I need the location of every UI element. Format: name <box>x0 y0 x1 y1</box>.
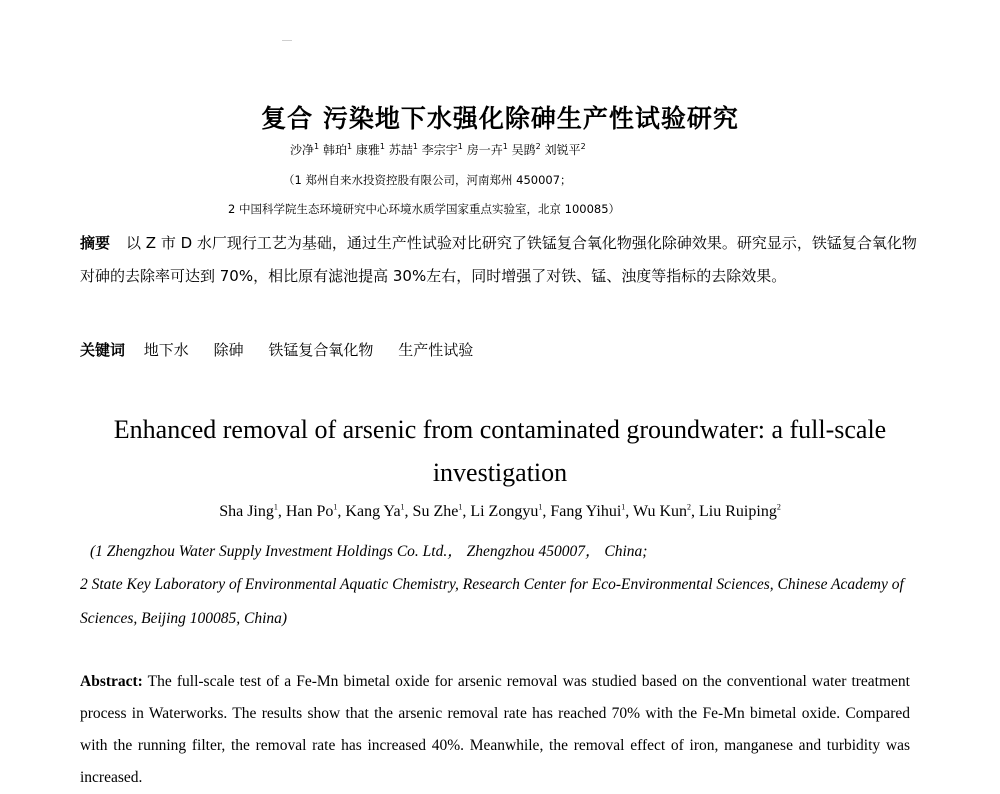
author: 房一卉$^1$ <box>466 142 508 157</box>
english-abstract-text: The full-scale test of a Fe-Mn bimetal oxide for arsenic removal was studied based on the conventional water treatment process in Waterworks. The results show that the arsenic removal rate has reached 70% with the Fe-Mn bimetal oxide. Compared with the running filter, the removal rate has increased 40%. Meanwhile, the removal effect of iron, manganese and turbidity was increased. <box>80 673 910 786</box>
keyword: 生产性试验 <box>398 341 474 359</box>
author: 刘锐平$^2$ <box>544 142 586 157</box>
author: 韩珀$^1$ <box>322 142 353 157</box>
author: 李宗宇$^1$ <box>421 142 463 157</box>
author: Liu Ruiping$^2$ <box>699 502 781 520</box>
english-abstract-label: Abstract: <box>80 673 143 690</box>
author: Wu Kun$^2$, <box>633 502 696 520</box>
keyword: 除砷 <box>213 341 244 359</box>
english-affiliation-2: 2 State Key Laboratory of Environmental Aquatic Chemistry, Research Center for Eco-Environmental Sciences, Chinese Academy of Sciences, Beijing 100085, China) <box>80 576 904 627</box>
chinese-abstract-label: 摘要 <box>80 234 111 252</box>
author: 沙净$^1$ <box>290 142 320 157</box>
chinese-abstract <box>80 227 930 293</box>
author: Han Po$^1$, <box>285 502 342 520</box>
english-authors <box>0 503 1000 521</box>
author: Su Zhe$^1$, <box>412 502 467 520</box>
author: Li Zongyu$^1$, <box>470 502 547 520</box>
author: Fang Yihui$^1$, <box>550 502 630 520</box>
author: 康雅$^1$ <box>355 142 385 157</box>
english-title: Enhanced removal of arsenic from contaminated groundwater: a full-scale investigation <box>113 415 887 487</box>
keyword: 地下水 <box>143 341 189 359</box>
author: 苏喆$^1$ <box>388 142 418 157</box>
author: Kang Ya$^1$, <box>345 502 409 520</box>
chinese-affiliation-2: 2 中国科学院生态环境研究中心环境水质学国家重点实验室，北京 100085） <box>228 202 621 216</box>
author: Sha Jing$^1$, <box>219 502 282 520</box>
author: 吴鹍$^2$ <box>511 142 541 157</box>
chinese-abstract-text: 以 Z 市 D 水厂现行工艺为基础，通过生产性试验对比研究了铁锰复合氧化物强化除砷效果。研究显示，铁锰复合氧化物对砷的去除率可达到 70%，相比原有滤池提高 30%左右，同时增强了对铁、锰、浊度等指标的去除效果。 <box>80 234 917 285</box>
scan-mark <box>282 40 292 41</box>
chinese-title: 复合 污染地下水强化除砷生产性试验研究 <box>261 104 739 133</box>
keyword: 铁锰复合氧化物 <box>268 341 374 359</box>
chinese-keywords-label: 关键词 <box>80 341 126 359</box>
english-affiliation-1: (1 Zhengzhou Water Supply Investment Holdings Co. Ltd.， Zhengzhou 450007， China; <box>90 543 648 560</box>
chinese-keywords <box>80 339 493 360</box>
chinese-authors <box>290 141 586 158</box>
chinese-affiliation-1: （1 郑州自来水投资控股有限公司，河南郑州 450007； <box>283 173 572 187</box>
